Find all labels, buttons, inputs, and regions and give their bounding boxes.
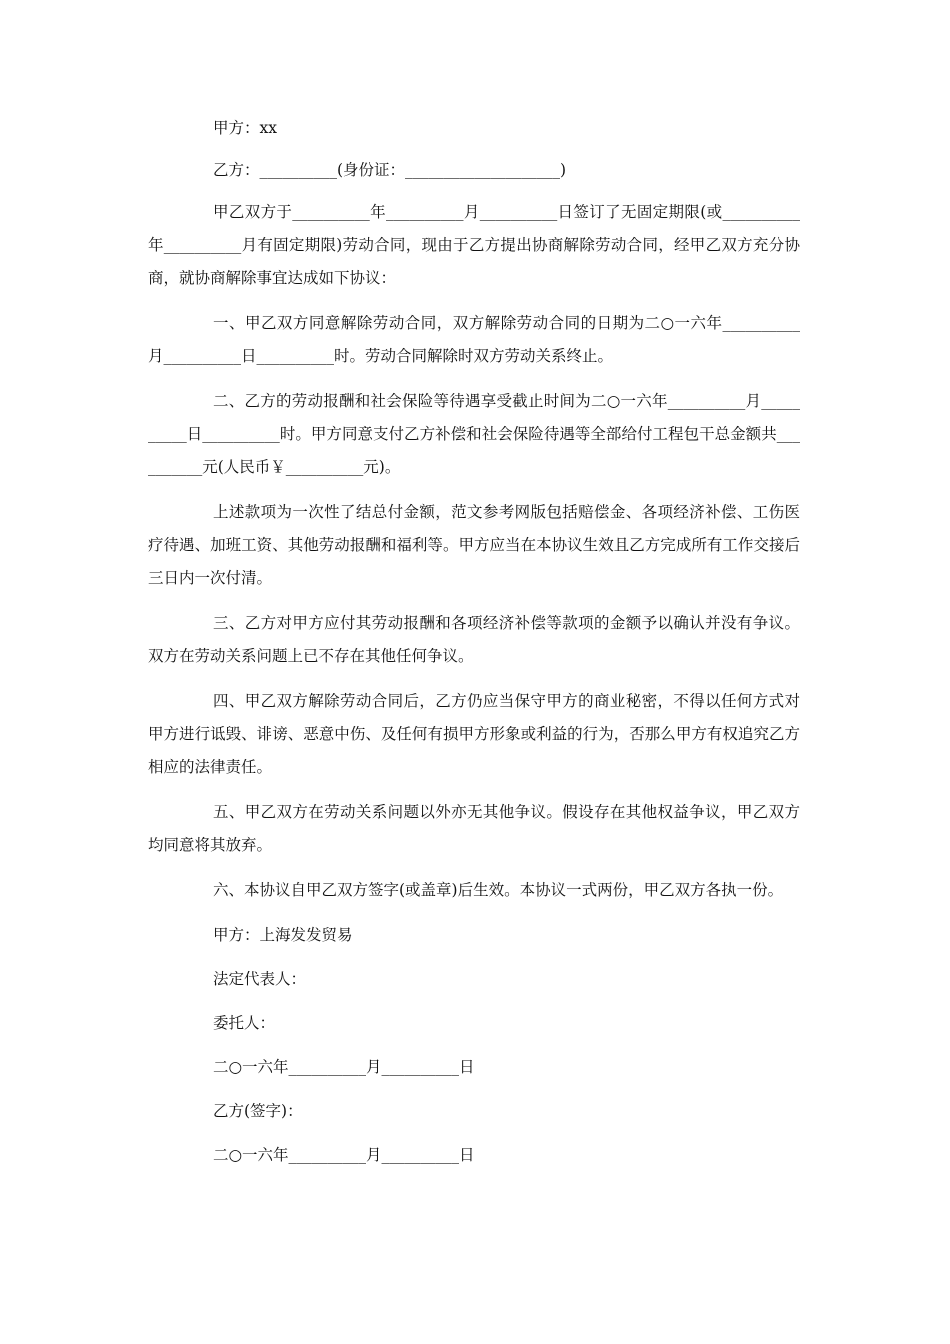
clause-3: 三、乙方对甲方应付其劳动报酬和各项经济补偿等款项的金额予以确认并没有争议。双方在劳动关系问题上已不存在其他任何争议。 — [148, 614, 800, 665]
clause-1: 一、甲乙双方同意解除劳动合同，双方解除劳动合同的日期为二○一六年__________月__________日__________时。劳动合同解除时双方劳动关系终止。 — [148, 314, 800, 365]
sig-date-a: 二○一六年__________月__________日 — [213, 1058, 475, 1076]
clause-6: 六、本协议自甲乙双方签字(或盖章)后生效。本协议一式两份，甲乙双方各执一份。 — [213, 881, 784, 899]
contract-page — [148, 112, 800, 1183]
intro-paragraph: 甲乙双方于__________年__________月__________日签订了无固定期限(或__________年__________月有固定期限)劳动合同，现由于乙方提出协商解除劳动合同，经甲乙双方充分协商，就协商解除事宜达成如下协议： — [148, 203, 800, 287]
signature-block — [148, 919, 800, 1172]
sig-party-b: 乙方(签字)： — [213, 1102, 303, 1120]
sig-agent: 委托人： — [213, 1014, 276, 1032]
clause-2-note: 上述款项为一次性了结总付金额，范文参考网版包括赔偿金、各项经济补偿、工伤医疗待遇、加班工资、其他劳动报酬和福利等。甲方应当在本协议生效且乙方完成所有工作交接后三日内一次付清。 — [148, 503, 800, 587]
party-b-line: 乙方：__________(身份证：____________________) — [213, 161, 567, 179]
clause-4: 四、甲乙双方解除劳动合同后，乙方仍应当保守甲方的商业秘密，不得以任何方式对甲方进行诋毁、诽谤、恶意中伤、及任何有损甲方形象或利益的行为，否那么甲方有权追究乙方相应的法律责任。 — [148, 692, 800, 776]
clause-2: 二、乙方的劳动报酬和社会保险等待遇享受截止时间为二○一六年__________月__________日__________时。甲方同意支付乙方补偿和社会保险待遇等全部给付工程包干总金额共__________元(人民币￥__________元)。 — [148, 392, 800, 476]
sig-date-b: 二○一六年__________月__________日 — [213, 1146, 475, 1164]
party-a-line: 甲方：xx — [213, 119, 277, 137]
sig-legal-rep: 法定代表人： — [213, 970, 307, 988]
sig-party-a: 甲方：上海发发贸易 — [213, 926, 353, 944]
clause-5: 五、甲乙双方在劳动关系问题以外亦无其他争议。假设存在其他权益争议，甲乙双方均同意将其放弃。 — [148, 803, 800, 854]
